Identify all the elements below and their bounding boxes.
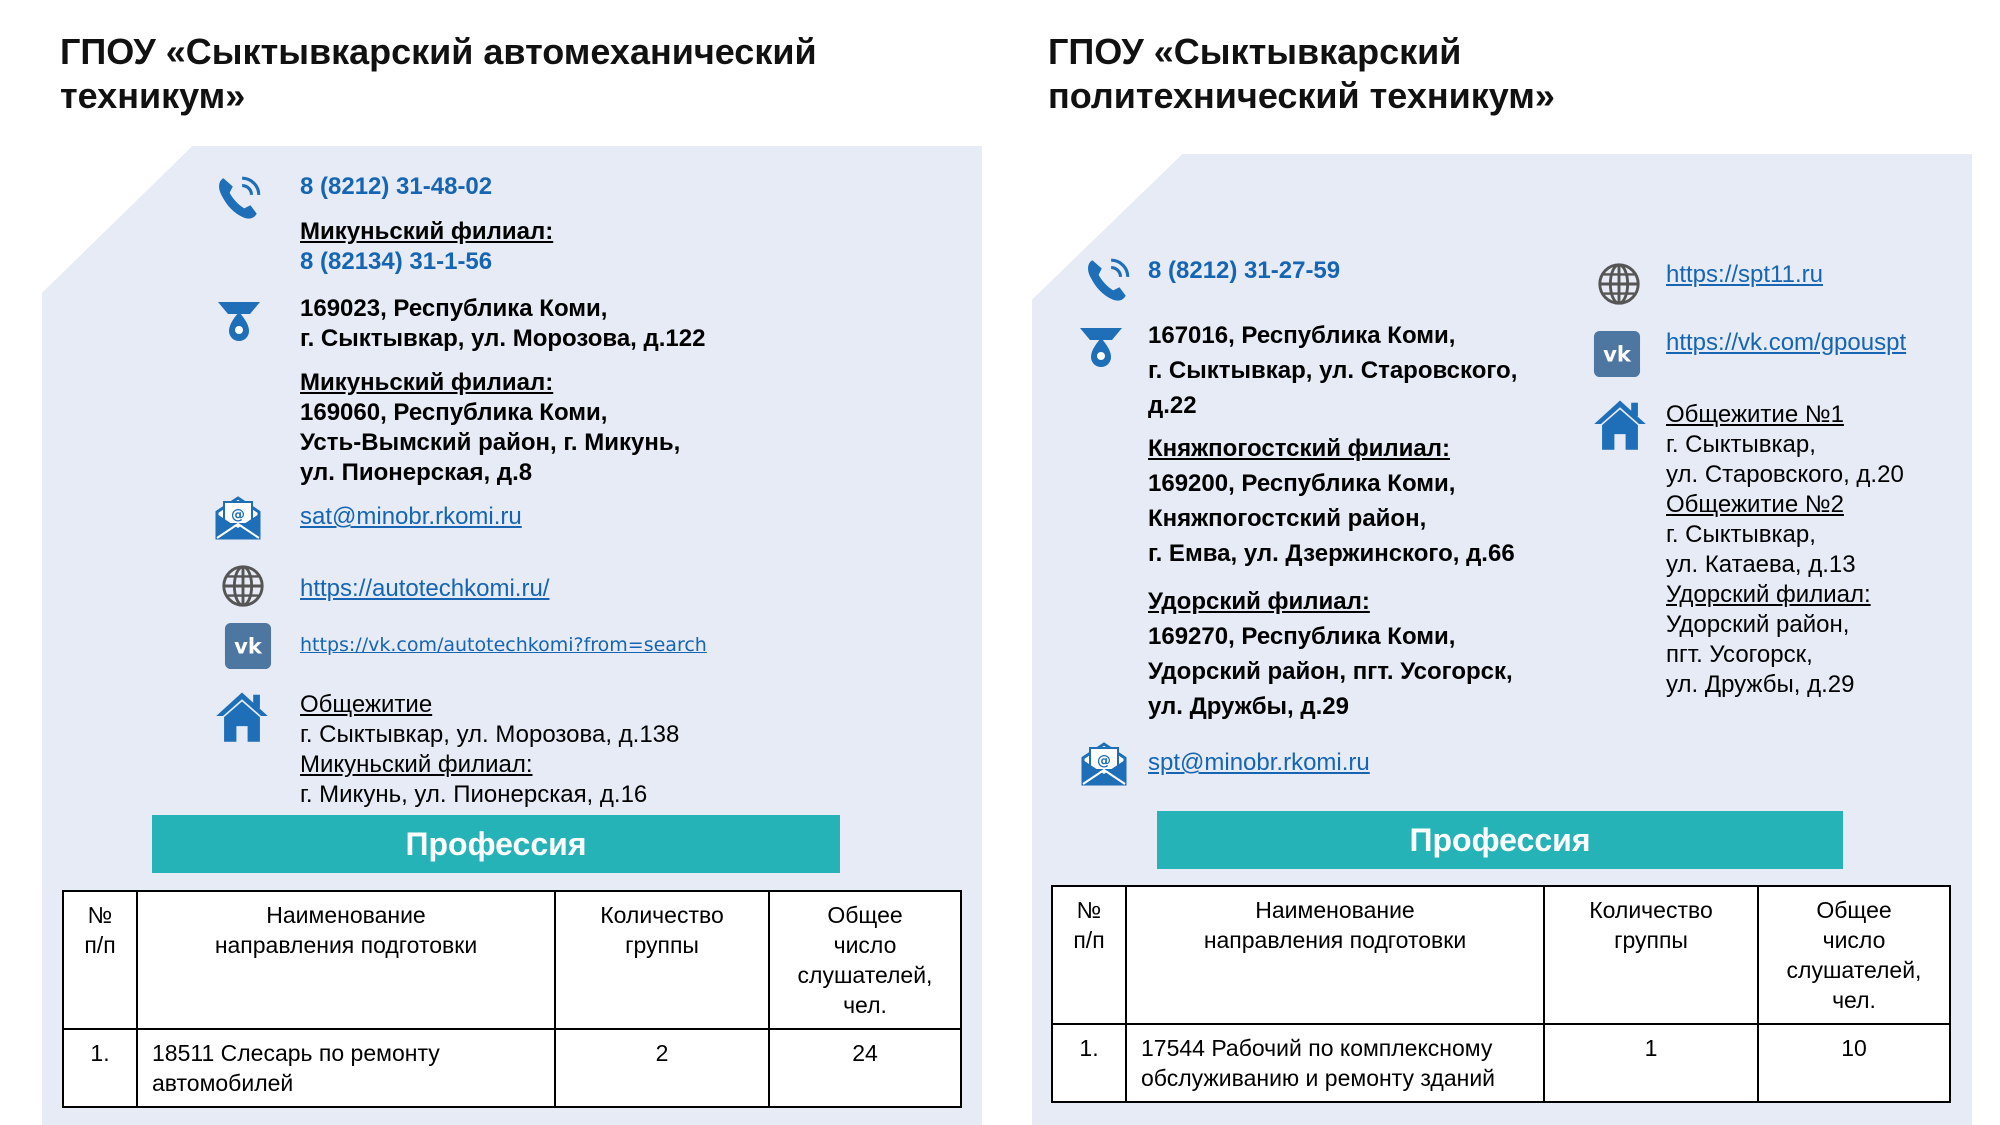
- right-phone-icon: [1082, 254, 1134, 306]
- table-row: [63, 1029, 961, 1107]
- header-groups: Количество группы: [1544, 886, 1758, 1024]
- left-title: [60, 30, 817, 118]
- left-address: [300, 294, 705, 354]
- left-dorm-branch-address: г. Микунь, ул. Пионерская, д.16: [300, 781, 648, 808]
- right-dorm3-line2: пгт. Усогорск,: [1666, 641, 1813, 668]
- right-branch1-line3: г. Емва, ул. Дзержинского, д.66: [1148, 540, 1515, 567]
- left-location-icon: [214, 296, 264, 346]
- row-total: 24: [769, 1029, 961, 1107]
- left-branch-address: [300, 368, 680, 488]
- right-profession-banner: Профессия: [1157, 811, 1843, 869]
- right-profession-table: [1051, 885, 1951, 1103]
- table-row: [1052, 1024, 1950, 1102]
- right-email-link[interactable]: spt@minobr.rkomi.ru: [1148, 749, 1370, 776]
- right-address-line2: г. Сыктывкар, ул. Старовского,: [1148, 357, 1518, 384]
- left-website-link[interactable]: https://autotechkomi.ru/: [300, 575, 550, 602]
- left-branch-label: Микуньский филиал:: [300, 369, 554, 396]
- right-phone[interactable]: 8 (8212) 31-27-59: [1148, 257, 1341, 284]
- left-branch-line1: 169060, Республика Коми,: [300, 399, 608, 426]
- left-profession-table: [62, 890, 962, 1108]
- right-dorm2-line1: г. Сыктывкар,: [1666, 521, 1816, 548]
- row-name: 17544 Рабочий по комплексному обслуживанию и ремонту зданий: [1126, 1024, 1544, 1102]
- left-title-line1: ГПОУ «Сыктывкарский автомеханический: [60, 31, 817, 72]
- right-dorm1-line1: г. Сыктывкар,: [1666, 431, 1816, 458]
- header-num: № п/п: [63, 891, 137, 1029]
- right-dorm2-line2: ул. Катаева, д.13: [1666, 551, 1856, 578]
- left-dorm-address: г. Сыктывкар, ул. Морозова, д.138: [300, 721, 680, 748]
- header-groups: Количество группы: [555, 891, 769, 1029]
- right-branch2: [1148, 584, 1513, 724]
- right-title: [1048, 30, 1555, 118]
- right-home-icon: [1591, 396, 1649, 452]
- row-groups: 2: [555, 1029, 769, 1107]
- right-branch2-label: Удорский филиал:: [1148, 588, 1370, 615]
- right-dorm3-line1: Удорский район,: [1666, 611, 1850, 638]
- right-dorm1-label: Общежитие №1: [1666, 401, 1844, 428]
- left-phone[interactable]: 8 (8212) 31-48-02: [300, 173, 493, 200]
- right-dorm3-label: Удорский филиал:: [1666, 581, 1871, 608]
- left-profession-banner: Профессия: [152, 815, 840, 873]
- left-home-icon: [213, 688, 271, 744]
- right-branch2-line3: ул. Дружбы, д.29: [1148, 693, 1349, 720]
- left-email-icon: [213, 492, 263, 542]
- right-branch1-line2: Княжпогостский район,: [1148, 505, 1427, 532]
- left-vk-link[interactable]: https://vk.com/autotechkomi?from=search: [300, 634, 707, 656]
- right-vk-link[interactable]: https://vk.com/gpouspt: [1666, 329, 1907, 356]
- left-address-line1: 169023, Республика Коми,: [300, 295, 608, 322]
- right-dorm3-line3: ул. Дружбы, д.29: [1666, 671, 1855, 698]
- right-dorm2-label: Общежитие №2: [1666, 491, 1844, 518]
- left-phone-icon: [213, 172, 265, 224]
- right-dorm: [1666, 400, 1904, 700]
- left-branch-line2: Усть-Вымский район, г. Микунь,: [300, 429, 681, 456]
- left-title-line2: техникум»: [60, 75, 246, 116]
- left-branch-line3: ул. Пионерская, д.8: [300, 459, 533, 486]
- header-name: Наименование направления подготовки: [137, 891, 555, 1029]
- row-num: 1.: [1052, 1024, 1126, 1102]
- right-globe-icon: [1595, 260, 1643, 308]
- table-header-row: [63, 891, 961, 1029]
- right-address-line1: 167016, Республика Коми,: [1148, 322, 1456, 349]
- left-dorm-branch-label: Микуньский филиал:: [300, 751, 533, 778]
- right-address: [1148, 318, 1517, 423]
- right-address-line3: д.22: [1148, 392, 1197, 419]
- left-vk-icon[interactable]: [224, 622, 272, 670]
- header-name: Наименование направления подготовки: [1126, 886, 1544, 1024]
- right-title-line2: политехнический техникум»: [1048, 75, 1555, 116]
- left-phone-branch-label: Микуньский филиал:: [300, 218, 554, 245]
- left-email-link[interactable]: sat@minobr.rkomi.ru: [300, 503, 522, 530]
- right-branch1: [1148, 431, 1515, 571]
- left-dorm-label: Общежитие: [300, 691, 433, 718]
- header-total: Общее число слушателей, чел.: [1758, 886, 1950, 1024]
- row-total: 10: [1758, 1024, 1950, 1102]
- header-num: № п/п: [1052, 886, 1126, 1024]
- row-num: 1.: [63, 1029, 137, 1107]
- right-branch1-line1: 169200, Республика Коми,: [1148, 470, 1456, 497]
- right-location-icon: [1076, 322, 1126, 372]
- left-phone-branch[interactable]: 8 (82134) 31-1-56: [300, 248, 493, 275]
- right-vk-icon[interactable]: [1593, 330, 1641, 378]
- right-email-icon: [1079, 738, 1129, 788]
- left-dorm: [300, 690, 679, 810]
- right-dorm1-line2: ул. Старовского, д.20: [1666, 461, 1904, 488]
- right-branch1-label: Княжпогостский филиал:: [1148, 435, 1451, 462]
- row-name: 18511 Слесарь по ремонту автомобилей: [137, 1029, 555, 1107]
- row-groups: 1: [1544, 1024, 1758, 1102]
- header-total: Общее число слушателей, чел.: [769, 891, 961, 1029]
- right-branch2-line1: 169270, Республика Коми,: [1148, 623, 1456, 650]
- left-globe-icon: [219, 562, 267, 610]
- right-branch2-line2: Удорский район, пгт. Усогорск,: [1148, 658, 1513, 685]
- left-address-line2: г. Сыктывкар, ул. Морозова, д.122: [300, 325, 706, 352]
- right-title-line1: ГПОУ «Сыктывкарский: [1048, 31, 1462, 72]
- right-website-link[interactable]: https://spt11.ru: [1666, 261, 1823, 288]
- table-header-row: [1052, 886, 1950, 1024]
